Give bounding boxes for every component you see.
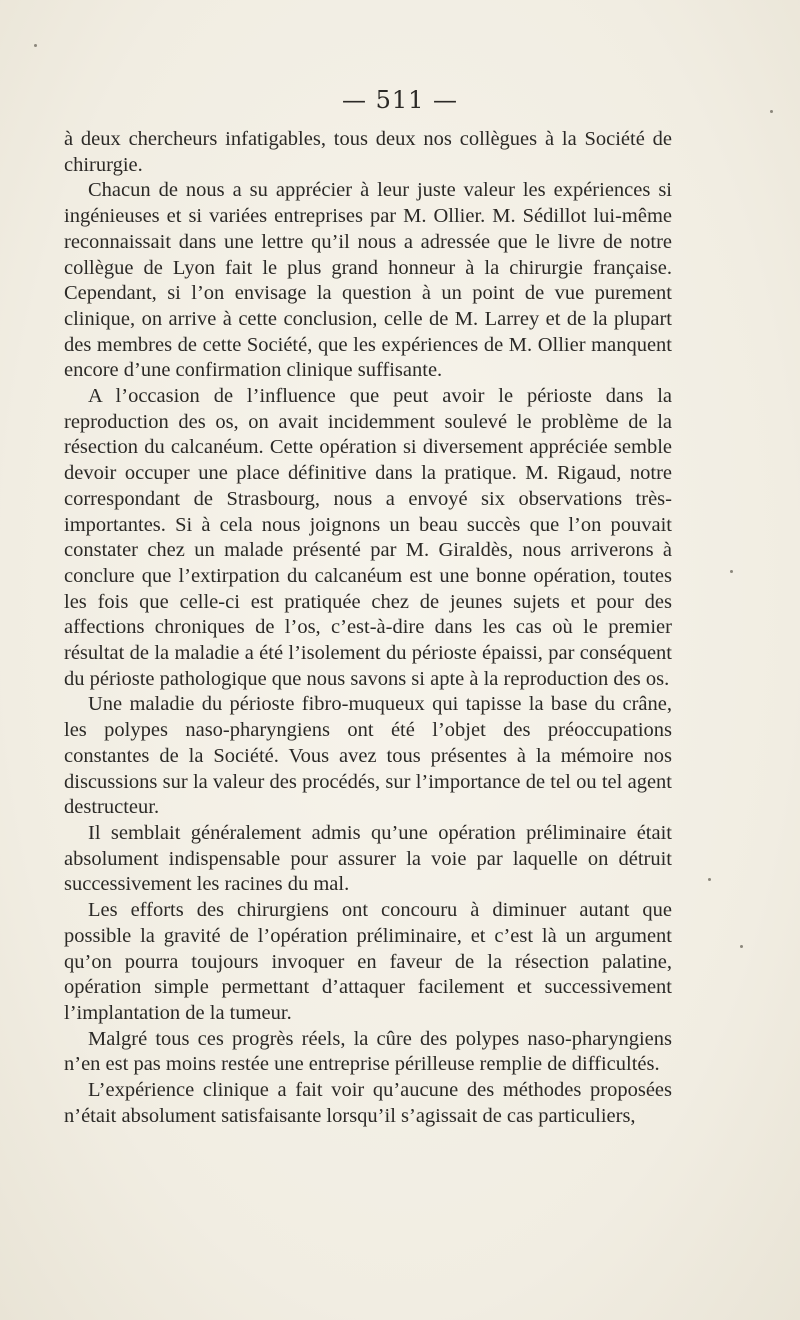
paragraph: Malgré tous ces progrès réels, la cûre des polypes naso-pharyngiens n’en est pas moins restée une entreprise périlleuse remplie de difficultés. [64,1027,672,1076]
paper-speck [770,110,773,113]
body-text [64,127,672,1129]
page-number: — 511 — [341,86,459,114]
paragraph: Les efforts des chirurgiens ont concouru à diminuer autant que possible la gravité de l’opération préliminaire, et c’est là un argument qu’on pourra toujours invoquer en faveur de la résection palatine, opération simple permettant d’attaquer facilement et successivement l’implantation de la tumeur. [64,899,672,1024]
paper-speck [740,945,743,948]
paper-speck [730,570,733,573]
paragraph: à deux chercheurs infatigables, tous deux nos collègues à la Société de chirurgie. [64,128,672,176]
paragraph: Il semblait généralement admis qu’une opération préliminaire était absolument indispensable pour assurer la voie par laquelle on détruit successivement les racines du mal. [64,821,672,896]
paragraph: Chacun de nous a su apprécier à leur juste valeur les expériences si ingénieuses et si variées entreprises par M. Ollier. M. Sédillot lui-même reconnaissait dans une lettre qu’il nous a adressée que le livre de notre collègue de Lyon fait le plus grand honneur à la chirurgie française. Cependant, si l’on envisage la question à un point de vue purement clinique, on arrive à cette conclusion, celle de M. Larrey et de la plupart des membres de cette Société, que les expériences de M. Ollier manquent encore d’une confirmation clinique suffisante. [64,179,672,382]
paragraph: A l’occasion de l’influence que peut avoir le périoste dans la reproduction des os, on avait incidemment soulevé le problème de la résection du calcanéum. Cette opération si diversement appréciée semble devoir occuper une place définitive dans la pratique. M. Rigaud, notre correspondant de Strasbourg, nous a envoyé six observations très-importantes. Si à cela nous joignons un beau succès que l’on pouvait constater chez un malade présenté par M. Giraldès, nous arriverons à conclure que l’extirpation du calcanéum est une bonne opération, toutes les fois que celle-ci est pratiquée chez de jeunes sujets et pour des affections chroniques de l’os, c’est-à-dire dans les cas où le premier résultat de la maladie a été l’isolement du périoste épaissi, par conséquent du périoste pathologique que nous savons si apte à la reproduction des os. [64,385,672,690]
paper-speck [34,44,37,47]
paragraph: Une maladie du périoste fibro-muqueux qui tapisse la base du crâne, les polypes naso-pharyngiens ont été l’objet des préoccupations constantes de la Société. Vous avez tous présentes à la mémoire nos discussions sur la valeur des procédés, sur l’importance de tel ou tel agent destructeur. [64,693,672,819]
paper-speck [708,878,711,881]
paragraph: L’expérience clinique a fait voir qu’aucune des méthodes proposées n’était absolument satisfaisante lorsqu’il s’agissait de cas particuliers, [64,1079,672,1127]
